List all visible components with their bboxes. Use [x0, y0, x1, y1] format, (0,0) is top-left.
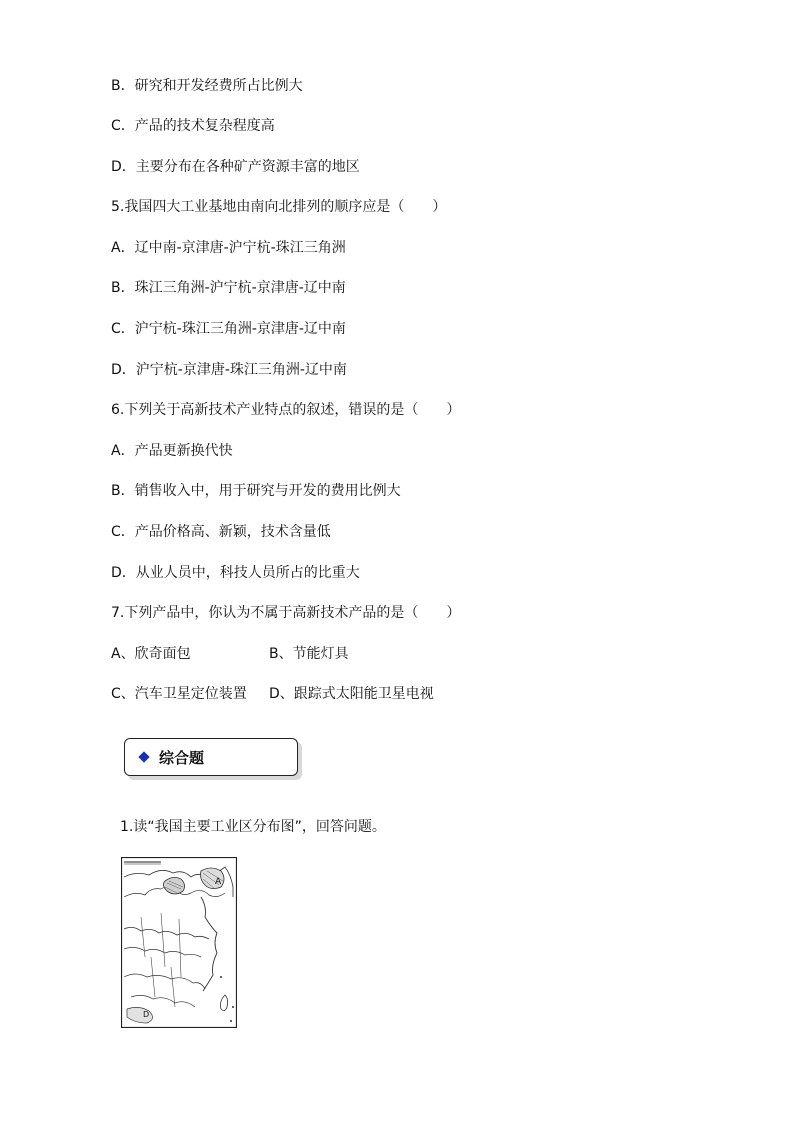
option-7b: B、节能灯具: [269, 646, 349, 662]
option-5d: D．沪宁杭-京津唐-珠江三角洲-辽中南: [111, 362, 347, 378]
option-7d: D、跟踪式太阳能卫星电视: [269, 686, 434, 702]
option-7a: A、欣奇面包: [111, 646, 191, 662]
option-4d: D．主要分布在各种矿产资源丰富的地区: [111, 159, 360, 175]
comprehensive-question-1-stem: 1.读“我国主要工业区分布图”，回答问题。: [120, 819, 386, 835]
question-6-stem: 6.下列关于高新技术产业特点的叙述，错误的是（ ）: [111, 402, 461, 418]
question-7-stem: 7.下列产品中，你认为不属于高新技术产品的是（ ）: [111, 605, 461, 621]
industrial-region-map: [121, 857, 237, 1028]
option-6d: D．从业人员中，科技人员所占的比重大: [111, 565, 360, 581]
option-4c: C．产品的技术复杂程度高: [111, 118, 275, 134]
option-6a: A．产品更新换代快: [111, 443, 233, 459]
section-title: 综合题: [159, 749, 205, 767]
question-5-stem: 5.我国四大工业基地由南向北排列的顺序应是（ ）: [111, 199, 447, 215]
options-7-row-1: [111, 645, 511, 663]
diamond-bullet-icon: [138, 751, 149, 762]
option-6b: B．销售收入中，用于研究与开发的费用比例大: [111, 483, 401, 499]
option-4b: B．研究和开发经费所占比例大: [111, 78, 303, 94]
option-5b: B．珠江三角洲-沪宁杭-京津唐-辽中南: [111, 280, 346, 296]
option-5c: C．沪宁杭-珠江三角洲-京津唐-辽中南: [111, 321, 346, 337]
map-label-a: A: [215, 877, 222, 887]
map-label-d: D: [143, 1010, 150, 1019]
option-6c: C．产品价格高、新颖，技术含量低: [111, 524, 331, 540]
option-7c: C、汽车卫星定位装置: [111, 686, 247, 702]
map-drawing: [121, 857, 237, 1028]
options-7-row-2: [111, 685, 511, 703]
section-header: [124, 738, 298, 776]
option-5a: A．辽中南-京津唐-沪宁杭-珠江三角洲: [111, 240, 346, 256]
